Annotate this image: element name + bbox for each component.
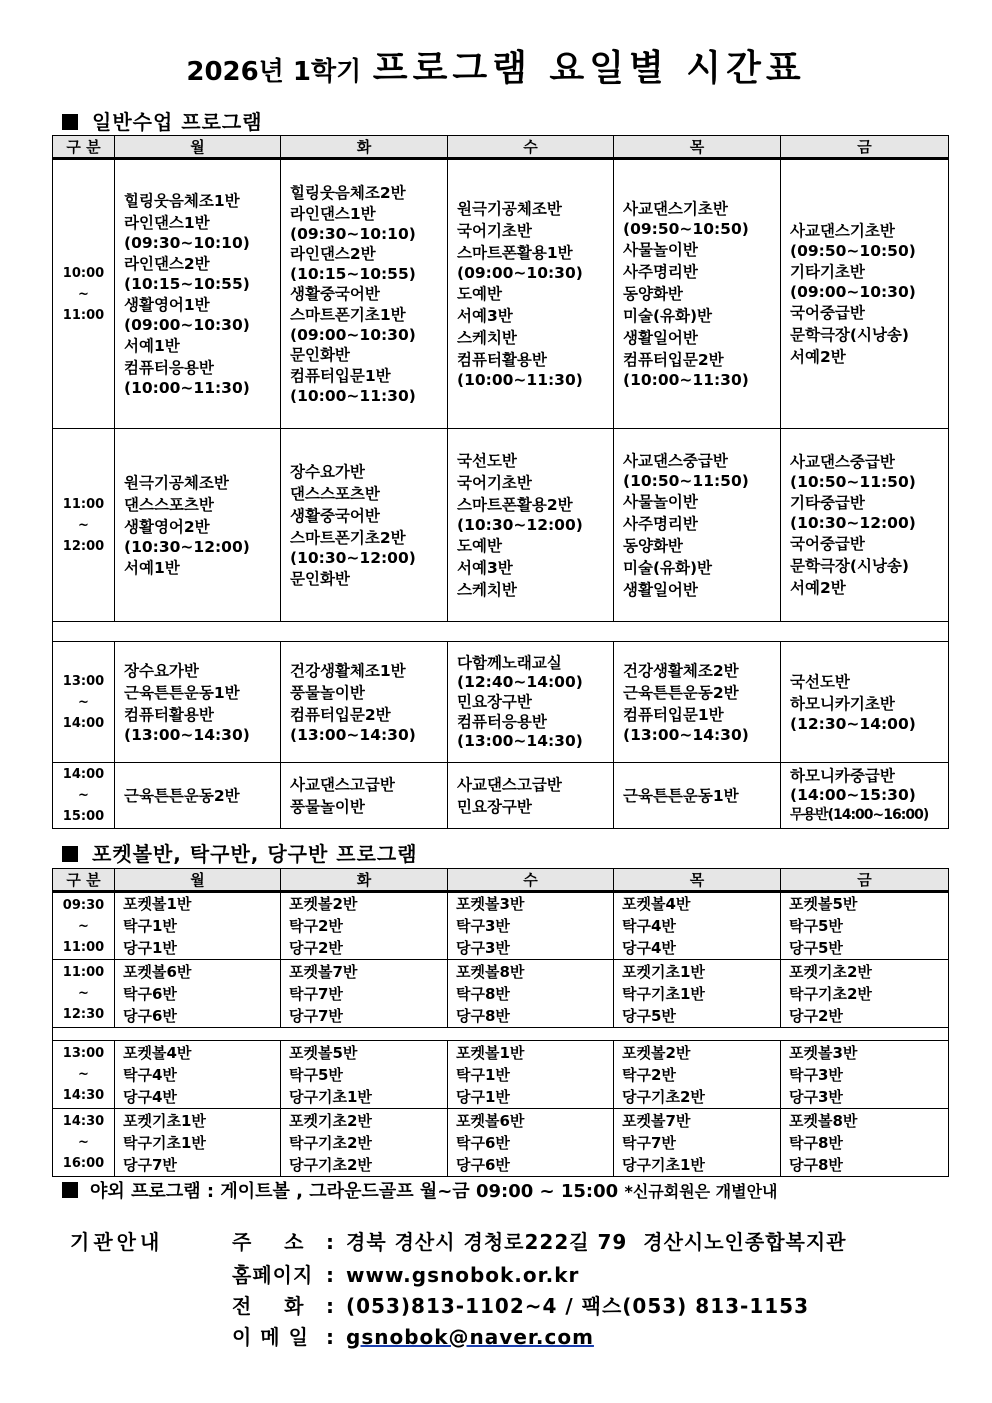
colon: : bbox=[326, 1263, 335, 1287]
class-name: 당구4반 bbox=[622, 939, 676, 957]
square-bullet-icon bbox=[62, 846, 78, 862]
class-cell bbox=[281, 1109, 448, 1177]
class-name: 스케치반 bbox=[457, 329, 517, 347]
sports-schedule-table bbox=[52, 868, 949, 1177]
header-wed: 수 bbox=[448, 869, 614, 892]
class-name: 국어기초반 bbox=[457, 473, 532, 492]
time-cell bbox=[53, 763, 115, 829]
class-cell bbox=[281, 892, 448, 960]
class-name: 서예3반 bbox=[457, 558, 513, 577]
class-cell bbox=[115, 960, 281, 1028]
class-name: 동양화반 bbox=[623, 285, 683, 303]
class-name: (10:15~10:55) bbox=[124, 275, 250, 293]
class-name: 건강생활체조2반 bbox=[623, 661, 739, 680]
class-name: 당구기초2반 bbox=[289, 1155, 372, 1174]
class-name: 탁구기초1반 bbox=[622, 984, 705, 1003]
class-name: 도예반 bbox=[457, 285, 502, 303]
phone-label: 전 화 bbox=[232, 1294, 305, 1318]
class-cell bbox=[448, 642, 614, 763]
class-name: 탁구2반 bbox=[289, 917, 343, 935]
time-text: 10:00 bbox=[62, 265, 105, 281]
header-tue: 화 bbox=[281, 869, 448, 892]
class-name: 다함께노래교실 bbox=[457, 654, 562, 672]
class-name: 포켓볼1반 bbox=[123, 895, 192, 913]
time-cell bbox=[53, 960, 115, 1028]
class-name: (10:00~11:30) bbox=[290, 386, 416, 405]
class-name: 당구6반 bbox=[456, 1155, 510, 1174]
class-name: 탁구1반 bbox=[123, 917, 177, 935]
class-cell bbox=[115, 1041, 281, 1109]
class-name: 서예1반 bbox=[124, 558, 180, 577]
class-name: 탁구1반 bbox=[456, 1065, 510, 1084]
class-name: 스마트폰기초2반 bbox=[290, 528, 406, 547]
class-name: (10:00~11:30) bbox=[124, 379, 250, 397]
class-name: 기타중급반 bbox=[790, 494, 865, 512]
time-text: 09:30 bbox=[62, 897, 105, 913]
class-name: (09:00~10:30) bbox=[457, 264, 583, 282]
class-name: 생활일어반 bbox=[623, 329, 698, 347]
class-name: 국어중급반 bbox=[790, 304, 865, 322]
class-name: 원극기공체조반 bbox=[124, 473, 229, 492]
class-name: 탁구기초2반 bbox=[289, 1133, 372, 1152]
class-name: 당구기초2반 bbox=[622, 1087, 705, 1106]
colon: : bbox=[326, 1294, 335, 1318]
class-name: 사교댄스기초반 bbox=[623, 200, 728, 218]
class-name: (09:50~10:50) bbox=[790, 242, 916, 260]
section-general-title: 일반수업 프로그램 bbox=[92, 110, 263, 134]
class-name: 당구5반 bbox=[789, 939, 843, 957]
class-name: 근육튼튼운동1반 bbox=[124, 683, 240, 702]
class-cell bbox=[781, 642, 949, 763]
class-name: 서예2반 bbox=[790, 348, 846, 366]
class-name: 문인화반 bbox=[290, 345, 350, 364]
class-cell bbox=[614, 429, 781, 622]
class-name: 사물놀이반 bbox=[623, 241, 698, 259]
class-name: 탁구기초1반 bbox=[123, 1133, 206, 1152]
class-name: 컴퓨터활용반 bbox=[457, 351, 547, 369]
homepage-link[interactable]: www.gsnobok.or.kr bbox=[346, 1263, 580, 1287]
outdoor-text: 야외 프로그램 : 게이트볼 , 그라운드골프 월~금 09:00 ~ 15:00 bbox=[90, 1181, 619, 1202]
class-name: 포켓볼3반 bbox=[456, 895, 525, 913]
class-name: (09:30~10:10) bbox=[290, 224, 416, 243]
class-name: 탁구7반 bbox=[622, 1133, 676, 1152]
class-name: 문학극장(시낭송) bbox=[790, 326, 909, 344]
class-name: (09:00~10:30) bbox=[124, 316, 250, 334]
phone-value: (053)813-1102~4 / 팩스(053) 813-1153 bbox=[346, 1294, 809, 1318]
class-name: 당구1반 bbox=[123, 939, 177, 957]
class-name: 사주명리반 bbox=[623, 263, 698, 281]
table-row bbox=[53, 960, 949, 1028]
class-name: 탁구3반 bbox=[456, 917, 510, 935]
table-row bbox=[53, 429, 949, 622]
header-mon: 월 bbox=[115, 136, 281, 159]
page-title bbox=[0, 40, 992, 91]
time-text: ~ bbox=[78, 694, 89, 710]
class-name: 스마트폰기초1반 bbox=[290, 305, 406, 324]
time-cell bbox=[53, 159, 115, 429]
class-cell bbox=[448, 1041, 614, 1109]
class-name: 무용반(14:00~16:00) bbox=[790, 807, 929, 823]
outdoor-note: *신규회원은 개별안내 bbox=[624, 1182, 778, 1201]
table-header-row bbox=[53, 136, 949, 159]
class-name: (10:50~11:50) bbox=[790, 473, 916, 491]
class-cell bbox=[781, 763, 949, 829]
class-name: 댄스스포츠반 bbox=[124, 495, 214, 514]
time-cell bbox=[53, 642, 115, 763]
class-name: 사교댄스중급반 bbox=[623, 451, 728, 470]
class-name: 풍물놀이반 bbox=[290, 797, 365, 816]
class-name: 당구기초1반 bbox=[289, 1087, 372, 1106]
class-name: 원극기공체조반 bbox=[457, 200, 562, 218]
class-cell bbox=[115, 159, 281, 429]
time-text: ~ bbox=[78, 1135, 89, 1150]
email-link[interactable]: gsnobok@naver.com bbox=[346, 1325, 594, 1349]
class-name: 포켓볼6반 bbox=[456, 1111, 525, 1130]
class-name: 사교댄스고급반 bbox=[290, 775, 395, 794]
class-name: 컴퓨터입문2반 bbox=[290, 705, 391, 724]
class-name: 당구기초1반 bbox=[622, 1155, 705, 1174]
time-text: 13:00 bbox=[62, 673, 105, 689]
class-name: 포켓기초1반 bbox=[622, 962, 705, 981]
class-name: 탁구7반 bbox=[289, 984, 343, 1003]
class-name: 당구2반 bbox=[289, 939, 343, 957]
class-cell bbox=[448, 429, 614, 622]
phone-row bbox=[232, 1290, 809, 1319]
class-cell bbox=[115, 642, 281, 763]
time-text: 12:30 bbox=[62, 1007, 105, 1022]
class-name: 생활중국어반 bbox=[290, 506, 380, 525]
class-name: 라인댄스1반 bbox=[124, 214, 210, 232]
header-div: 구 분 bbox=[53, 136, 115, 159]
class-name: 컴퓨터입문1반 bbox=[623, 705, 724, 724]
class-name: (10:50~11:50) bbox=[623, 471, 749, 490]
class-name: 포켓볼5반 bbox=[289, 1043, 358, 1062]
class-name: 사주명리반 bbox=[623, 514, 698, 533]
table-row bbox=[53, 159, 949, 429]
title-main: 프로그램 요일별 시간표 bbox=[372, 48, 806, 89]
time-text: ~ bbox=[78, 918, 89, 934]
square-bullet-icon bbox=[62, 114, 78, 130]
time-text: ~ bbox=[78, 1067, 89, 1082]
header-wed: 수 bbox=[448, 136, 614, 159]
class-name: (13:00~14:30) bbox=[457, 732, 583, 750]
class-name: 포켓볼7반 bbox=[289, 962, 358, 981]
address-row bbox=[232, 1226, 846, 1255]
class-name: 라인댄스2반 bbox=[124, 255, 210, 273]
table-row bbox=[53, 1109, 949, 1177]
section-sports-heading bbox=[62, 838, 418, 867]
class-name: (10:30~12:00) bbox=[790, 514, 916, 532]
class-name: 국어기초반 bbox=[457, 222, 532, 240]
class-name: 장수요가반 bbox=[290, 462, 365, 481]
header-thu: 목 bbox=[614, 869, 781, 892]
class-name: (10:15~10:55) bbox=[290, 264, 416, 283]
email-label: 이 메 일 bbox=[232, 1325, 309, 1349]
class-name: 탁구기초2반 bbox=[789, 984, 872, 1003]
class-name: (09:00~10:30) bbox=[290, 325, 416, 344]
header-tue: 화 bbox=[281, 136, 448, 159]
class-cell bbox=[614, 159, 781, 429]
class-name: (12:30~14:00) bbox=[790, 714, 916, 733]
class-name: 민요장구반 bbox=[457, 693, 532, 711]
class-cell bbox=[781, 429, 949, 622]
table-row bbox=[53, 763, 949, 829]
time-cell bbox=[53, 1109, 115, 1177]
header-fri: 금 bbox=[781, 869, 949, 892]
class-name: 라인댄스1반 bbox=[290, 204, 376, 223]
class-cell bbox=[448, 1109, 614, 1177]
table-header-row bbox=[53, 869, 949, 892]
class-cell bbox=[781, 960, 949, 1028]
time-text: 14:30 bbox=[62, 1114, 105, 1129]
class-name: 동양화반 bbox=[623, 536, 683, 555]
class-name: (09:50~10:50) bbox=[623, 220, 749, 238]
class-name: (13:00~14:30) bbox=[290, 725, 416, 744]
class-name: 포켓볼4반 bbox=[123, 1043, 192, 1062]
class-name: 포켓기초2반 bbox=[789, 962, 872, 981]
class-name: 근육튼튼운동1반 bbox=[623, 786, 739, 805]
time-text: 15:00 bbox=[62, 809, 105, 824]
class-name: 스마트폰활용1반 bbox=[457, 244, 573, 262]
time-text: 11:00 bbox=[62, 496, 105, 512]
class-name: (12:40~14:00) bbox=[457, 673, 583, 691]
class-name: 당구8반 bbox=[456, 1006, 510, 1025]
class-name: 라인댄스2반 bbox=[290, 244, 376, 263]
class-name: (10:00~11:30) bbox=[457, 371, 583, 389]
class-cell bbox=[614, 1109, 781, 1177]
class-cell bbox=[614, 960, 781, 1028]
class-name: (14:00~15:30) bbox=[790, 786, 916, 804]
time-text: 12:00 bbox=[62, 538, 105, 554]
class-name: 스마트폰활용2반 bbox=[457, 495, 573, 514]
class-name: 민요장구반 bbox=[457, 797, 532, 816]
class-name: 포켓볼6반 bbox=[123, 962, 192, 981]
class-name: 도예반 bbox=[457, 536, 502, 555]
square-bullet-icon bbox=[62, 1182, 78, 1198]
class-name: 근육튼튼운동2반 bbox=[124, 786, 240, 805]
homepage-label: 홈페이지 bbox=[232, 1263, 314, 1287]
header-thu: 목 bbox=[614, 136, 781, 159]
class-cell bbox=[448, 763, 614, 829]
time-text: 11:00 bbox=[62, 965, 105, 980]
class-name: 탁구6반 bbox=[456, 1133, 510, 1152]
class-name: (13:00~14:30) bbox=[623, 725, 749, 744]
class-name: (13:00~14:30) bbox=[124, 725, 250, 744]
class-name: 하모니카중급반 bbox=[790, 767, 895, 785]
class-cell bbox=[448, 159, 614, 429]
time-text: 13:00 bbox=[62, 1046, 105, 1061]
class-name: 포켓볼2반 bbox=[622, 1043, 691, 1062]
class-name: 당구4반 bbox=[123, 1087, 177, 1106]
lunch-gap-row bbox=[53, 1028, 949, 1041]
section-sports-title: 포켓볼반, 탁구반, 당구반 프로그램 bbox=[92, 842, 418, 866]
table-row bbox=[53, 892, 949, 960]
colon: : bbox=[326, 1230, 335, 1254]
class-name: 탁구2반 bbox=[622, 1065, 676, 1084]
class-cell bbox=[781, 1109, 949, 1177]
class-cell bbox=[281, 960, 448, 1028]
class-name: 탁구5반 bbox=[289, 1065, 343, 1084]
class-name: 포켓볼3반 bbox=[789, 1043, 858, 1062]
time-text: 11:00 bbox=[62, 939, 105, 955]
class-cell bbox=[614, 892, 781, 960]
lunch-gap-row bbox=[53, 622, 949, 642]
class-name: 컴퓨터응용반 bbox=[124, 359, 214, 377]
class-cell bbox=[281, 763, 448, 829]
class-name: 당구8반 bbox=[789, 1155, 843, 1174]
class-name: 포켓볼1반 bbox=[456, 1043, 525, 1062]
class-name: 힐링웃음체조1반 bbox=[124, 192, 240, 210]
class-name: 하모니카기초반 bbox=[790, 694, 895, 713]
class-cell bbox=[448, 892, 614, 960]
class-cell bbox=[781, 159, 949, 429]
class-name: 탁구4반 bbox=[123, 1065, 177, 1084]
class-name: 포켓기초2반 bbox=[289, 1111, 372, 1130]
class-cell bbox=[781, 892, 949, 960]
class-name: (09:30~10:10) bbox=[124, 234, 250, 252]
class-name: 국선도반 bbox=[457, 451, 517, 470]
class-name: 당구3반 bbox=[456, 939, 510, 957]
class-name: 포켓볼4반 bbox=[622, 895, 691, 913]
class-name: 포켓볼2반 bbox=[289, 895, 358, 913]
title-term: 2026년 1학기 bbox=[186, 57, 362, 87]
class-name: 컴퓨터활용반 bbox=[124, 705, 214, 724]
class-name: 서예2반 bbox=[790, 579, 846, 597]
class-name: 장수요가반 bbox=[124, 661, 199, 680]
class-name: 국어중급반 bbox=[790, 535, 865, 553]
time-cell bbox=[53, 1041, 115, 1109]
time-text: 11:00 bbox=[62, 307, 105, 323]
time-text: 14:00 bbox=[62, 715, 105, 731]
class-cell bbox=[448, 960, 614, 1028]
class-name: 포켓볼5반 bbox=[789, 895, 858, 913]
address-label: 주 소 bbox=[232, 1230, 305, 1254]
class-name: 포켓볼8반 bbox=[789, 1111, 858, 1130]
class-name: 사교댄스기초반 bbox=[790, 222, 895, 240]
class-name: 당구2반 bbox=[789, 1006, 843, 1025]
class-name: (10:30~12:00) bbox=[290, 548, 416, 567]
time-text: ~ bbox=[78, 286, 89, 302]
class-name: 문인화반 bbox=[290, 569, 350, 588]
class-name: 힐링웃음체조2반 bbox=[290, 183, 406, 202]
time-text: ~ bbox=[78, 517, 89, 533]
time-text: ~ bbox=[78, 986, 89, 1001]
class-name: 국선도반 bbox=[790, 672, 850, 691]
header-div: 구 분 bbox=[53, 869, 115, 892]
class-cell bbox=[281, 159, 448, 429]
class-name: 포켓볼7반 bbox=[622, 1111, 691, 1130]
outdoor-program-line bbox=[62, 1177, 778, 1203]
class-name: 생활영어1반 bbox=[124, 296, 210, 314]
class-name: 스케치반 bbox=[457, 580, 517, 599]
time-text: 14:00 bbox=[62, 767, 105, 782]
class-name: 당구1반 bbox=[456, 1087, 510, 1106]
class-name: 포켓기초1반 bbox=[123, 1111, 206, 1130]
class-cell bbox=[614, 763, 781, 829]
class-cell bbox=[115, 763, 281, 829]
class-name: 서예1반 bbox=[124, 337, 180, 355]
class-cell bbox=[614, 1041, 781, 1109]
class-name: 서예3반 bbox=[457, 307, 513, 325]
class-cell bbox=[281, 642, 448, 763]
class-name: 탁구5반 bbox=[789, 917, 843, 935]
class-name: 탁구6반 bbox=[123, 984, 177, 1003]
time-cell bbox=[53, 429, 115, 622]
info-label: 기관안내 bbox=[70, 1230, 164, 1254]
homepage-row bbox=[232, 1259, 579, 1288]
class-cell bbox=[281, 429, 448, 622]
class-name: 탁구8반 bbox=[456, 984, 510, 1003]
class-name: 문학극장(시낭송) bbox=[790, 557, 909, 575]
header-mon: 월 bbox=[115, 869, 281, 892]
table-row bbox=[53, 1041, 949, 1109]
class-cell bbox=[115, 892, 281, 960]
time-text: ~ bbox=[78, 788, 89, 803]
class-name: 당구5반 bbox=[622, 1006, 676, 1025]
class-name: 건강생활체조1반 bbox=[290, 661, 406, 680]
colon: : bbox=[326, 1325, 335, 1349]
class-name: 탁구8반 bbox=[789, 1133, 843, 1152]
class-name: 댄스스포츠반 bbox=[290, 484, 380, 503]
class-name: 미술(유화)반 bbox=[623, 307, 713, 325]
class-name: 미술(유화)반 bbox=[623, 558, 713, 577]
address-value: 경북 경산시 경청로222길 79 경산시노인종합복지관 bbox=[346, 1230, 847, 1254]
class-name: 당구3반 bbox=[789, 1087, 843, 1106]
class-cell bbox=[281, 1041, 448, 1109]
class-name: 기타기초반 bbox=[790, 263, 865, 281]
class-name: 컴퓨터응용반 bbox=[457, 713, 547, 731]
class-name: 사교댄스고급반 bbox=[457, 775, 562, 794]
email-row bbox=[232, 1321, 594, 1350]
section-general-heading bbox=[62, 106, 263, 135]
time-cell bbox=[53, 892, 115, 960]
time-text: 14:30 bbox=[62, 1088, 105, 1103]
class-name: (09:00~10:30) bbox=[790, 283, 916, 301]
class-cell bbox=[115, 1109, 281, 1177]
class-name: 당구7반 bbox=[289, 1006, 343, 1025]
class-name: 생활중국어반 bbox=[290, 284, 380, 303]
class-name: 탁구3반 bbox=[789, 1065, 843, 1084]
class-name: 컴퓨터입문2반 bbox=[623, 351, 724, 369]
class-name: 사물놀이반 bbox=[623, 492, 698, 511]
class-name: 사교댄스중급반 bbox=[790, 453, 895, 471]
table-row bbox=[53, 642, 949, 763]
header-fri: 금 bbox=[781, 136, 949, 159]
time-text: 16:00 bbox=[62, 1156, 105, 1171]
class-name: 당구6반 bbox=[123, 1006, 177, 1025]
class-name: 근육튼튼운동2반 bbox=[623, 683, 739, 702]
class-name: 풍물놀이반 bbox=[290, 683, 365, 702]
class-name: (10:30~12:00) bbox=[124, 537, 250, 556]
class-name: 생활영어2반 bbox=[124, 517, 210, 536]
class-name: (10:00~11:30) bbox=[623, 371, 749, 389]
class-name: 탁구4반 bbox=[622, 917, 676, 935]
class-cell bbox=[614, 642, 781, 763]
class-name: 포켓볼8반 bbox=[456, 962, 525, 981]
general-schedule-table bbox=[52, 135, 949, 829]
class-cell bbox=[115, 429, 281, 622]
class-name: 당구7반 bbox=[123, 1155, 177, 1174]
class-name: (10:30~12:00) bbox=[457, 515, 583, 534]
class-name: 생활일어반 bbox=[623, 580, 698, 599]
class-name: 컴퓨터입문1반 bbox=[290, 366, 391, 385]
class-cell bbox=[781, 1041, 949, 1109]
